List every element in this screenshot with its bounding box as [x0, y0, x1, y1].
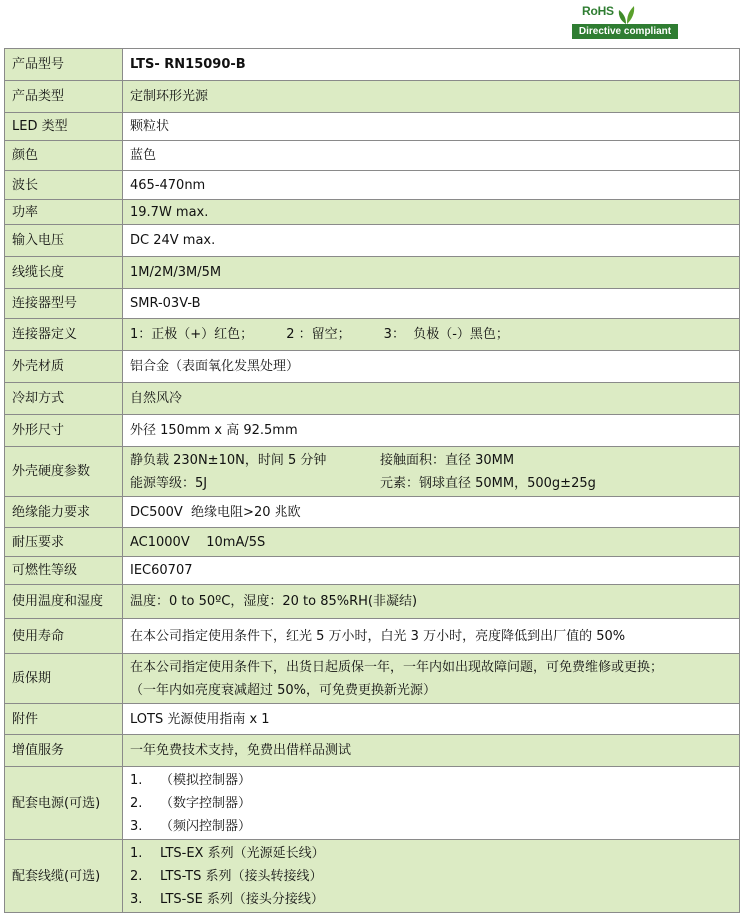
spec-value: 温度：0 to 50ºC，湿度：20 to 85%RH(非凝结) [123, 585, 740, 619]
spec-label: 连接器型号 [5, 289, 123, 319]
table-row [5, 141, 740, 171]
hardness-energy: 能源等级：5J [130, 475, 208, 491]
spec-label: 使用温度和湿度 [5, 585, 123, 619]
spec-value [123, 654, 740, 704]
spec-value: LOTS 光源使用指南 x 1 [123, 704, 740, 735]
table-row [5, 619, 740, 654]
spec-label: 冷却方式 [5, 383, 123, 415]
table-row [5, 840, 740, 913]
spec-label: 使用寿命 [5, 619, 123, 654]
spec-value: 颗粒状 [123, 113, 740, 141]
spec-label: 配套线缆(可选) [5, 840, 123, 913]
spec-label: 配套电源(可选) [5, 767, 123, 840]
table-row [5, 257, 740, 289]
table-row [5, 447, 740, 497]
hardness-line [130, 472, 732, 495]
spec-value [123, 447, 740, 497]
spec-value: DC500V 绝缘电阻>20 兆欧 [123, 497, 740, 528]
spec-value: 一年免费技术支持，免费出借样品测试 [123, 735, 740, 767]
spec-value: 1M/2M/3M/5M [123, 257, 740, 289]
spec-value: LTS- RN15090-B [123, 49, 740, 81]
rohs-title: RoHS [582, 4, 614, 18]
hardness-element: 元素：钢球直径 50MM，500g±25g [380, 475, 596, 491]
table-row [5, 415, 740, 447]
warranty-line: （一年内如亮度衰减超过 50%，可免费更换新光源） [130, 682, 437, 698]
spec-value: 19.7W max. [123, 200, 740, 225]
leaf-icon [616, 3, 638, 25]
spec-value: SMR-03V-B [123, 289, 740, 319]
rohs-subtitle: Directive compliant [572, 24, 678, 39]
list-item: 2. LTS-TS 系列（接头转接线） [130, 868, 323, 884]
hardness-contact-area: 接触面积：直径 30MM [380, 452, 515, 468]
spec-label: LED 类型 [5, 113, 123, 141]
table-row [5, 81, 740, 113]
spec-value: 定制环形光源 [123, 81, 740, 113]
table-row [5, 497, 740, 528]
table-row [5, 289, 740, 319]
spec-value: DC 24V max. [123, 225, 740, 257]
rohs-badge [572, 3, 678, 39]
table-row [5, 704, 740, 735]
spec-label: 可燃性等级 [5, 557, 123, 585]
table-row [5, 654, 740, 704]
table-row [5, 200, 740, 225]
spec-value: 蓝色 [123, 141, 740, 171]
spec-value: AC1000V 10mA/5S [123, 528, 740, 557]
list-item: 1. （模拟控制器） [130, 772, 252, 788]
spec-value: 465-470nm [123, 171, 740, 200]
table-row [5, 319, 740, 351]
list-item: 3. （频闪控制器） [130, 818, 252, 834]
table-row [5, 225, 740, 257]
spec-label: 外形尺寸 [5, 415, 123, 447]
spec-label: 外壳硬度参数 [5, 447, 123, 497]
spec-value: 自然风冷 [123, 383, 740, 415]
list-item: 2. （数字控制器） [130, 795, 252, 811]
table-row [5, 585, 740, 619]
spec-label: 产品型号 [5, 49, 123, 81]
table-row [5, 171, 740, 200]
table-row [5, 351, 740, 383]
table-row [5, 383, 740, 415]
hardness-static-load: 静负载 230N±10N，时间 5 分钟 [130, 452, 327, 468]
table-row [5, 528, 740, 557]
table-row [5, 557, 740, 585]
spec-label: 颜色 [5, 141, 123, 171]
spec-table [4, 48, 740, 913]
spec-value: 铝合金（表面氧化发黑处理） [123, 351, 740, 383]
spec-label: 附件 [5, 704, 123, 735]
spec-value [123, 767, 740, 840]
spec-label: 产品类型 [5, 81, 123, 113]
spec-value [123, 840, 740, 913]
spec-label: 线缆长度 [5, 257, 123, 289]
warranty-line: 在本公司指定使用条件下，出货日起质保一年，一年内如出现故障问题，可免费维修或更换； [130, 659, 664, 675]
spec-label: 连接器定义 [5, 319, 123, 351]
spec-label: 绝缘能力要求 [5, 497, 123, 528]
spec-value: 外径 150mm x 高 92.5mm [123, 415, 740, 447]
spec-value: 1：正极（+）红色； 2 ：留空； 3： 负极（-）黑色； [123, 319, 740, 351]
spec-value: 在本公司指定使用条件下，红光 5 万小时，白光 3 万小时，亮度降低到出厂值的 50% [123, 619, 740, 654]
hardness-line [130, 449, 732, 472]
spec-value: IEC60707 [123, 557, 740, 585]
spec-label: 外壳材质 [5, 351, 123, 383]
list-item: 3. LTS-SE 系列（接头分接线） [130, 891, 324, 907]
table-row [5, 767, 740, 840]
spec-label: 输入电压 [5, 225, 123, 257]
spec-label: 功率 [5, 200, 123, 225]
table-row [5, 113, 740, 141]
spec-label: 耐压要求 [5, 528, 123, 557]
table-row [5, 735, 740, 767]
spec-label: 增值服务 [5, 735, 123, 767]
spec-label: 质保期 [5, 654, 123, 704]
table-row [5, 49, 740, 81]
list-item: 1. LTS-EX 系列（光源延长线） [130, 845, 325, 861]
spec-label: 波长 [5, 171, 123, 200]
